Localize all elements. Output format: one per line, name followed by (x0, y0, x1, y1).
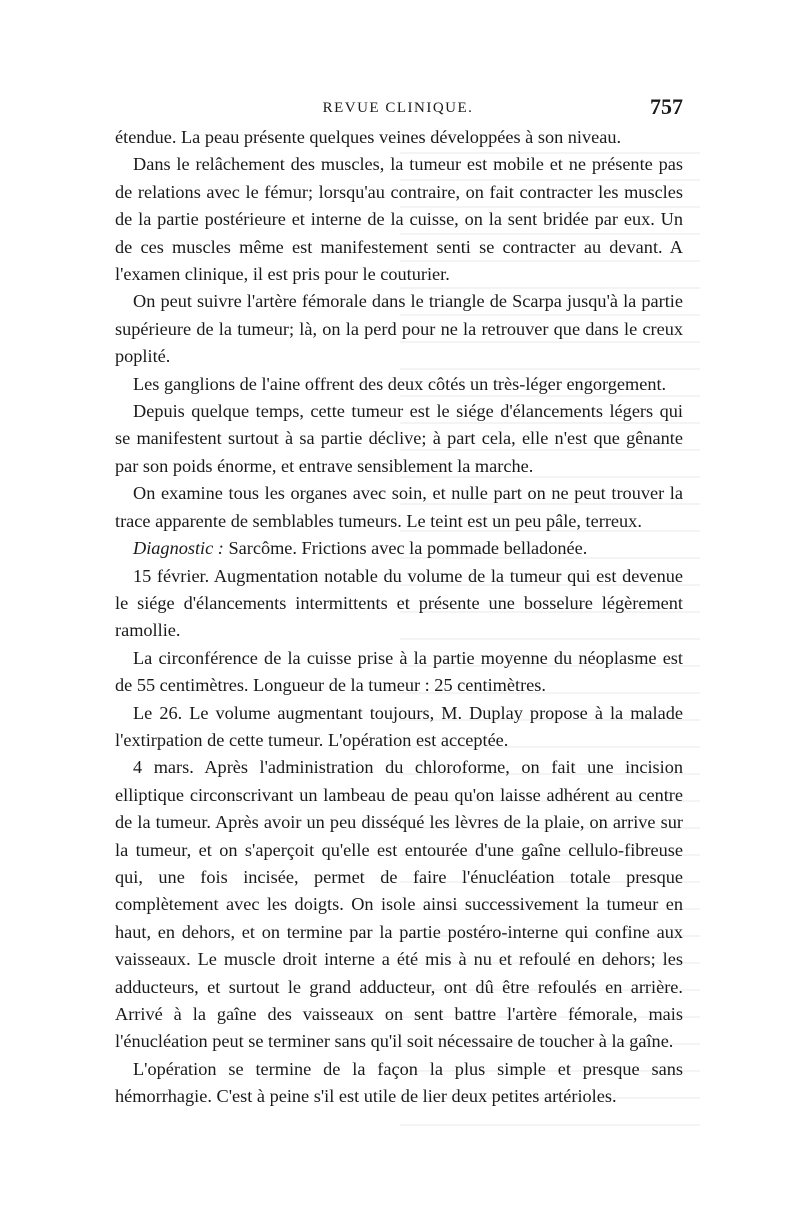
paragraph: L'opération se termine de la façon la plus simple et presque sans hémorrhagie. C'est à peine s'il est utile de lier deux petites artérioles. (115, 1058, 683, 1107)
paragraph: 4 mars. Après l'administration du chloroforme, on fait une incision elliptique circonscrivant un lambeau de peau qu'on laisse adhérent au centre de la tumeur. Après avoir un peu disséqué les lèvres de la plaie, on arrive sur la tumeur, et on s'aperçoit qu'elle est entourée d'une gaîne cellulo-fibreuse qui, une fois incisée, permet de faire l'énucléation totale presque complètement avec les doigts. On isole ainsi successivement la tumeur en haut, en dehors, et on termine par la partie postéro-interne qui confine aux vaisseaux. Le muscle droit interne a été mis à nu et refoulé en dehors; les adducteurs, et surtout le grand adducteur, ont dû être refoulés en arrière. Arrivé à la gaîne des vaisseaux on sent battre l'artère fémorale, mais l'énucléation peut se terminer sans qu'il soit nécessaire de toucher à la gaîne. (115, 757, 683, 1052)
paragraph: 15 février. Augmentation notable du volume de la tumeur qui est devenue le siége d'élancements intermittents et présente une bosselure légèrement ramollie. (115, 565, 683, 641)
diagnostic-paragraph (115, 535, 683, 562)
paragraph: Depuis quelque temps, cette tumeur est le siége d'élancements légers qui se manifestent surtout à sa partie déclive; à part cela, elle n'est que gênante par son poids énorme, et entrave sensiblement la marche. (115, 401, 683, 476)
paragraph: On peut suivre l'artère fémorale dans le triangle de Scarpa jusqu'à la partie supérieure de la tumeur; là, on la perd pour ne la retrouver que dans le creux poplité. (115, 291, 683, 367)
paragraph: Le 26. Le volume augmentant toujours, M. Duplay propose à la malade l'extirpation de cette tumeur. L'opération est acceptée. (115, 702, 683, 750)
running-title: REVUE CLINIQUE. (322, 100, 474, 116)
diagnostic-text: Sarcôme. Frictions avec la pommade belladonée. (223, 538, 588, 559)
page-number: 757 (650, 94, 683, 119)
paragraph: Dans le relâchement des muscles, la tumeur est mobile et ne présente pas de relations avec le fémur; lorsqu'au contraire, on fait contracter les muscles de la partie postérieure et interne de la cuisse, on la sent bridée par eux. Un de ces muscles même est manifestement senti se contracter au devant. A l'examen clinique, il est pris pour le couturier. (115, 154, 683, 285)
paragraph: étendue. La peau présente quelques veines développées à son niveau. (115, 127, 622, 147)
body-text (115, 124, 683, 1111)
paragraph: Les ganglions de l'aine offrent des deux côtés un très-léger engorgement. (133, 373, 667, 394)
paragraph: On examine tous les organes avec soin, et nulle part on ne peut trouver la trace apparente de semblables tumeurs. Le teint est un peu pâle, terreux. (115, 483, 683, 531)
paragraph: La circonférence de la cuisse prise à la partie moyenne du néoplasme est de 55 centimètres. Longueur de la tumeur : 25 centimètres. (115, 647, 683, 696)
diagnostic-label: Diagnostic : (133, 538, 224, 559)
page-header (113, 94, 683, 122)
